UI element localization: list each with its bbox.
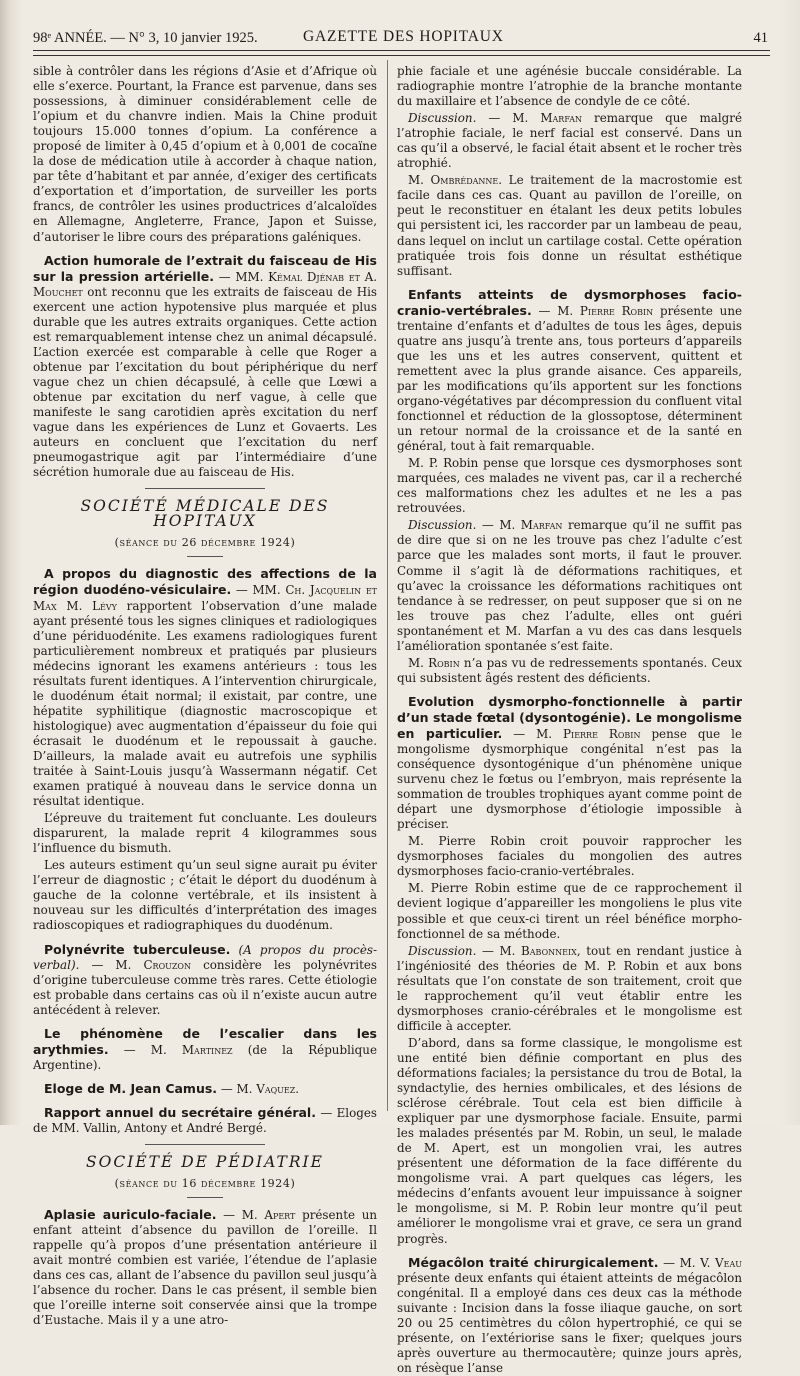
section-divider xyxy=(145,488,265,489)
article-authors: M. Marfan xyxy=(512,111,582,126)
article-body: tout en rendant justice à l’ingéniosité des théories de M. P. Robin et aux bons résultats que l’on constate de son traitement, croit que le rapprochement qu’il veut établir entre les dysmorphoses cranio-cérébrales et le mongolisme est difficile à accepter. xyxy=(397,943,743,1033)
article-paragraph: Les auteurs estiment qu’un seul signe aurait pu éviter l’erreur de diagnostic ; c’était le déport du duodénum à gauche de la colonne vertébrale, et ils insistent à nouveau sur les difficultés d’interprétation des images radioscopiques et radiographiques du duodénum. xyxy=(33,858,377,933)
discussion-robin xyxy=(397,656,742,686)
article-heading: Mégacôlon traité chirurgicalement. xyxy=(408,1254,659,1270)
mini-divider xyxy=(187,1197,223,1198)
article-body: (de la République Argentine). xyxy=(33,1042,377,1072)
article-paragraph: M. Pierre Robin croit pouvoir rapprocher les dysmorphoses faciales du mongolien des autres dysmorphoses facio-cranio-vertébrales. xyxy=(397,834,742,879)
article-authors: M. Crouzon xyxy=(115,957,191,972)
article-authors: MM. Ch. Jacquelin et Max M. Lévy xyxy=(33,583,378,613)
section-divider xyxy=(145,1144,265,1145)
header-rule-thick xyxy=(33,55,770,56)
article-body: n’a pas vu de redressements spontanés. Ceux qui subsistent âgés restent des déficients. xyxy=(397,655,743,685)
left-column xyxy=(33,64,378,1328)
article-reference: (A propos du procès-verbal). xyxy=(33,942,377,972)
section-title: SOCIÉTÉ MÉDICALE DES HOPITAUX xyxy=(80,497,330,531)
article-heading: Action humorale de l’extrait du faisceau de His sur la pression artérielle. xyxy=(33,252,377,284)
article-heading: Aplasie auriculo-faciale. xyxy=(44,1207,217,1223)
section-soc-ped xyxy=(33,1155,377,1191)
article-heading: Eloge de M. Jean Camus. xyxy=(44,1080,218,1096)
article-his: Action humorale de l’extrait du faisceau de His sur la pression artérielle. — MM. Kémal Djénab et A. Mouchet ont reconnu que les extraits de faisceau de His exercent une action hypotensive plus marquée et plus durable que les autres extraits organiques. Cette action est remarquablement intense chez un animal décapsulé. L’action exercée est comparable à celle que Roger a obtenue par l’excitation du bout périphérique du nerf vague chez un chien décapsulé, à celle que Lœwi a obtenue par excitation du nerf vague, à celle que manifeste le sang carotidien après excitation du nerf vague dans les expériences de Lunz et Govaerts. Les auteurs en concluent que l’excitation du nerf pneumogastrique agit par l’intermédiaire d’une sécrétion humorale due au faisceau de His. xyxy=(33,252,378,480)
article-body: considère les polynévrites d’origine tuberculeuse comme très rares. Cette étiologie est probable dans certains cas où il n’existe aucun autre antécédent à relever. xyxy=(33,957,378,1017)
article-rapport: Rapport annuel du secrétaire général. — Eloges de MM. Vallin, Antony et André Bergé. xyxy=(33,1104,377,1135)
journal-title: GAZETTE DES HOPITAUX xyxy=(303,28,504,45)
article-authors: MM. Kémal Djénab et A. Mouchet xyxy=(33,269,377,299)
article-body: remarque que malgré l’atrophie faciale, le nerf facial est conservé. Dans un cas qu’il a observé, le facial était absent et le rocher très atrophié. xyxy=(397,111,742,171)
article-body: remarque qu’il ne suffit pas de dire que si on ne les trouve pas chez l’adulte c’est parce que les malades sont morts, il faut le prouver. Comme il s’agit là de déformations rachitiques, et qu’avec la croissance les déformations rachitiques ont tendance à se redresser, on peut supposer que si on ne les trouve pas chez l’adulte, elles ont guéri spontanément et M. Marfan a vu des cas dans lesquels l’amélioration spontanée s’est faite. xyxy=(397,518,743,653)
article-body: présente deux enfants qui étaient atteints de mégacôlon congénital. Il a employé dans ces deux cas la méthode suivante : Incision dans la fosse iliaque gauche, on sort 20 ou 25 centimètres du côlon hypertrophié, ce qui se présente, on l’extériorise sans le fixer; quelques jours après ouverture au thermocautère; quinze jours après, on résèque l’anse xyxy=(397,1270,742,1375)
article-body: présente une trentaine d’enfants et d’adultes de tous les âges, depuis quatre ans jusqu’à trente ans, tous porteurs d’appareils que les uns et les autres conservent, quittent et remettent avec la plus grande aisance. Ces appareils, par les modifications qu’ils apportent sur les fonctions organo-végétatives par décompression du confluent vital fonctionnel et réduction de la glossoptose, déterminent un retour normal de la croissance et de la santé en général, tout à fait remarquable. xyxy=(397,303,743,454)
article-body: présente un enfant atteint d’absence du pavillon de l’oreille. Il rappelle qu’à propos d’une présentation antérieure il avait montré combien est variée, l’étendue de l’aplasie dans ces cas, allant de l’absence du pavillon seul jusqu’à l’absence du rocher. Dans le cas présent, il semble bien que l’oreille interne soit conservée ainsi que la trompe d’Eustache. Mais il y a une atro- xyxy=(33,1208,378,1328)
section-session-date: (séance du 16 décembre 1924) xyxy=(114,1177,296,1191)
issue-info: 98ᵉ ANNÉE. — N° 3, 10 janvier 1925. xyxy=(33,30,258,46)
article-aplasie: Aplasie auriculo-faciale. — M. Apert présente un enfant atteint d’absence du pavillon de l’oreille. Il rappelle qu’à propos d’une présentation antérieure il avait montré combien est variée, l’étendue de l’aplasie dans ces cas, allant de l’absence du pavillon seul jusqu’à l’absence du rocher. Dans le cas présent, il semble bien que l’oreille interne soit conservée ainsi que la trompe d’Eustache. Mais il y a une atro- xyxy=(33,1207,378,1328)
discussion-marfan-1: Discussion. — M. Marfan remarque que malgré l’atrophie faciale, le nerf facial est conservé. Dans un cas qu’il a observé, le facial était absent et le rocher très atrophié. xyxy=(397,111,742,171)
discussion-babonneix: Discussion. — M. Babonneix, tout en rendant justice à l’ingéniosité des théories de M. P. Robin et aux bons résultats que l’on constate de son traitement, croit que le rapprochement qu’il veut établir entre les dysmorphoses cranio-cérébrales et le mongolisme est difficile à accepter. xyxy=(397,943,743,1033)
article-authors: M. Ombrédanne. xyxy=(408,173,503,188)
article-duodeno: A propos du diagnostic des affections de la région duodéno-vésiculaire. — MM. Ch. Jacquelin et Max M. Lévy rapportent l’observation d’une malade ayant présenté tous les signes cliniques et radiologiques d’une périduodénite. Les examens radiologiques furent particulièrement nombreux et pratiqués par plusieurs médecins ignorant les examens antérieurs : tous les résultats furent identiques. A l’intervention chirurgicale, le duodénum était normal; il existait, par contre, une hépatite syphilitique (diagnostic macroscopique et histologique) avec augmentation d’épaisseur du foie qui écrasait le duodénum et le repoussait à gauche. D’ailleurs, la malade avait eu autrefois une syphilis traitée à Saint-Louis jusqu’à Wassermann négatif. Cet examen pratiqué à nouveau dans le service donna un résultat identique. xyxy=(33,566,378,809)
article-heading: Le phénomène de l’escalier dans les arythmies. xyxy=(33,1025,377,1057)
page-header xyxy=(33,28,770,50)
article-authors: M. Babonneix, xyxy=(499,943,581,958)
article-heading: Rapport annuel du secrétaire général. xyxy=(44,1104,316,1120)
article-heading: Polynévrite tuberculeuse. xyxy=(44,941,231,957)
article-megacolon: Mégacôlon traité chirurgicalement. — M. V. Veau présente deux enfants qui étaient atteints de mégacôlon congénital. Il a employé dans ces deux cas la méthode suivante : Incision dans la fosse iliaque gauche, on sort 20 ou 25 centimètres du côlon hypertrophié, ce qui se présente, on l’extériorise sans le fixer; quelques jours après ouverture au thermocautère; quinze jours après, on résèque l’anse xyxy=(397,1254,742,1375)
article-body: Le traitement de la macrostomie est facile dans ces cas. Quant au pavillon de l’oreille, on peut le reconstituer en étalant les deux petits lobules qui persistent ici, les raccorder par un lambeau de peau, dans lequel on inclut un cartilage costal. Cette opération pratiquée trois fois donne un résultat esthétique suffisant. xyxy=(397,173,743,278)
article-authors: M. Pierre Robin xyxy=(557,303,654,318)
header-rule-thin xyxy=(33,50,770,51)
discussion-label: Discussion. xyxy=(408,943,477,958)
article-authors: M. V. Veau xyxy=(679,1255,742,1270)
article-dysmorphoses: Enfants atteints de dysmorphoses facio-cranio-vertébrales. — M. Pierre Robin présente une trentaine d’enfants et d’adultes de tous les âges, depuis quatre ans jusqu’à trente ans, tous porteurs d’appareils que les uns et les autres conservent, quittent et remettent avec la plus grande aisance. Ces appareils, par les modifications qu’ils apportent sur les fonctions organo-végétatives par décompression du confluent vital fonctionnel et réduction de la glossoptose, déterminent un retour normal de la croissance et de la santé en général, tout à fait remarquable. xyxy=(397,286,743,454)
article-paragraph: L’épreuve du traitement fut concluante. Les douleurs disparurent, la malade reprit 4 kilogrammes sous l’influence du bismuth. xyxy=(33,811,377,856)
mini-divider xyxy=(187,556,223,557)
section-soc-med xyxy=(33,499,377,550)
article-heading: Enfants atteints de dysmorphoses facio-cranio-vertébrales. xyxy=(397,286,742,318)
article-body: pense que le mongolisme dysmorphique congénital n’est pas la conséquence dysontogénique d’un phénomène unique survenu chez le fœtus ou l’embryon, mais représente la sommation de troubles trophiques ayant comme point de départ une dysmorphose d’étiologie impossible à préciser. xyxy=(397,726,742,832)
right-column xyxy=(397,64,743,1375)
article-paragraph: M. Pierre Robin estime que de ce rapprochement il devient logique d’appareiller les mongoliens le plus vite possible et que ceux-ci tirent un réel bénéfice morpho-fonctionnel de sa méthode. xyxy=(397,881,742,941)
aplasie-continued: phie faciale et une agénésie buccale considérable. La radiographie montre l’atrophie de la branche montante du maxillaire et l’absence de condyle de ce côté. xyxy=(397,64,742,109)
article-body: Eloges de MM. Vallin, Antony et André Bergé. xyxy=(33,1105,377,1135)
article-heading: A propos du diagnostic des affections de la région duodéno-vésiculaire. xyxy=(33,566,377,598)
article-paragraph: D’abord, dans sa forme classique, le mongolisme est une entité bien définie comportant en plus des déformations faciales; la persistance du trou de Botal, la syndactylie, des hernies ombilicales, et des lésions de sclérose cérébrale. Tout cela est bien difficile à expliquer par une dysmorphose faciale. Ensuite, parmi les malades présentés par M. Robin, un seul, le malade de M. Apert, est un mongolien vrai, les autres présentent une déformation de la face différente du mongolisme vrai. A part quelques cas légers, les médecins d’enfants avouent leur impuissance à soigner le mongolisme, si M. P. Robin leur montre qu’il peut améliorer le mongolisme vrai et grave, ce sera un grand progrès. xyxy=(397,1035,742,1246)
article-authors: M. Vaquez. xyxy=(236,1081,300,1096)
article-body: ont reconnu que les extraits de faisceau de His exercent une action hypotensive plus marquée et plus durable que les autres extraits organiques. Cette action est remarquablement intense chez un animal décapsulé. L’action exercée est comparable à celle que Roger a obtenue par l’excitation du bout périphérique du nerf vague chez un chien décapsulé, à celle que Lœwi a obtenue par excitation du nerf vague, à celle que manifeste le sang carotidien après excitation du nerf vague dans les expériences de Lunz et Govaerts. Les auteurs en concluent que l’excitation du nerf pneumogastrique agit par l’intermédiaire d’une sécrétion humorale due au faisceau de His. xyxy=(33,284,378,480)
discussion-label: Discussion. xyxy=(408,518,477,533)
section-title: SOCIÉTÉ DE PÉDIATRIE xyxy=(86,1153,324,1172)
article-authors: M. Robin xyxy=(408,655,460,670)
column-divider xyxy=(387,60,388,1111)
article-mongolisme: Evolution dysmorpho-fonctionnelle à partir d’un stade fœtal (dysontogénie). Le mongolisme en particulier. — M. Pierre Robin pense que le mongolisme dysmorphique congénital n’est pas la conséquence dysontogénique d’un phénomène unique survenu chez le fœtus ou l’embryon, mais représente la sommation de troubles trophiques ayant comme point de départ une dysmorphose d’étiologie impossible à préciser. xyxy=(397,693,742,832)
article-polynevrite: Polynévrite tuberculeuse. (A propos du procès-verbal). — M. Crouzon considère les polynévrites d’origine tuberculeuse comme très rares. Cette étiologie est probable dans certains cas où il n’existe aucun autre antécédent à relever. xyxy=(33,941,378,1017)
article-heading: Evolution dysmorpho-fonctionnelle à partir d’un stade fœtal (dysontogénie). Le mongolisme en particulier. xyxy=(397,693,742,741)
article-body: rapportent l’observation d’une malade ayant présenté tous les signes cliniques et radiologiques d’une périduodénite. Les examens radiologiques furent particulièrement nombreux et pratiqués par plusieurs médecins ignorant les examens antérieurs : tous les résultats furent identiques. A l’intervention chirurgicale, le duodénum était normal; il existait, par contre, une hépatite syphilitique (diagnostic macroscopique et histologique) avec augmentation d’épaisseur du foie qui écrasait le duodénum et le repoussait à gauche. D’ailleurs, la malade avait eu autrefois une syphilis traitée à Saint-Louis jusqu’à Wassermann négatif. Cet examen pratiqué à nouveau dans le service donna un résultat identique. xyxy=(33,598,377,809)
page-number: 41 xyxy=(753,30,768,46)
article-authors: M. Apert xyxy=(241,1208,296,1223)
article-authors: M. Pierre Robin xyxy=(536,726,641,741)
discussion-ombredanne xyxy=(397,173,742,278)
article-eloge: Eloge de M. Jean Camus. — M. Vaquez. xyxy=(44,1080,300,1096)
article-authors: M. Martinez xyxy=(150,1042,233,1057)
article-authors: M. Marfan xyxy=(499,518,563,533)
section-session-date: (séance du 26 décembre 1924) xyxy=(114,536,296,550)
discussion-label: Discussion. xyxy=(408,111,477,126)
discussion-marfan-2: Discussion. — M. Marfan remarque qu’il ne suffit pas de dire que si on ne les trouve pas chez l’adulte c’est parce que les malades sont morts, il faut le prouver. Comme il s’agit là de déformations rachitiques, et qu’avec la croissance les déformations rachitiques ont tendance à se redresser, on peut supposer que si on ne les trouve pas chez l’adulte, elles ont guéri spontanément et M. Marfan a vu des cas dans lesquels l’amélioration spontanée s’est faite. xyxy=(397,518,743,653)
opium-paragraph: sible à contrôler dans les régions d’Asie et d’Afrique où elle s’exerce. Pourtant, la France est parvenue, dans ses possessions, à diminuer considérablement celle de l’opium et du chanvre indien. Mais la Chine produit toujours 15.000 tonnes d’opium. La conférence a proposé de limiter à 0,45 d’opium et à 0,001 de cocaïne la dose de médication utile à accorder à chaque nation, par tête d’habitant et par année, d’exiger des certificats d’exportation et d’importation, de surveiller les ports francs, de contrôler les usines productrices d’alcaloïdes en Allemagne, Angleterre, France, Japon et Suisse, d’autoriser le libre cours des préparations galéniques. xyxy=(33,64,377,244)
article-escalier: Le phénomène de l’escalier dans les arythmies. — M. Martinez (de la République Argentine). xyxy=(33,1025,377,1072)
article-paragraph: M. P. Robin pense que lorsque ces dysmorphoses sont marquées, ces malades ne vivent pas, car il a recherché ces malformations chez les adultes et ne les a pas retrouvées. xyxy=(397,456,742,516)
